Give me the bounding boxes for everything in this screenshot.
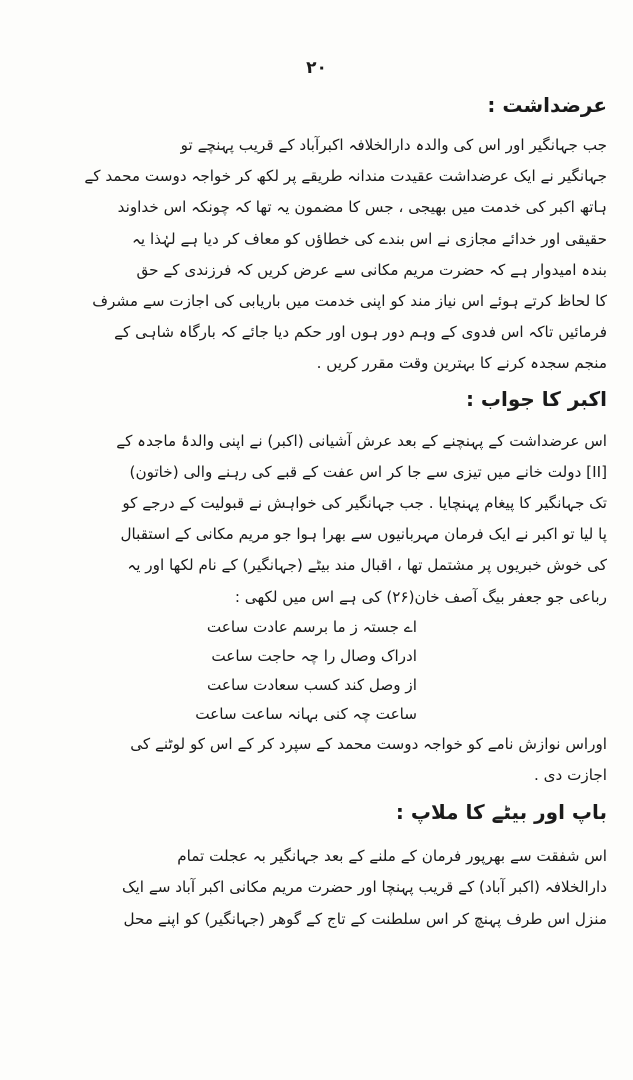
- paragraph-akbar-reply-end: [28, 729, 607, 791]
- text-line: اس شفقت سے بھرپور فرمان کے ملنے کے بعد جہانگیر بہ عجلت تمام: [177, 847, 607, 866]
- verse-line: از وصل کند کسب سعادت ساعت: [207, 675, 417, 694]
- text-line: تک جہانگیر کا پیغام پہنچایا . جب جہانگیر کی خواہش نے قبولیت کے درجے کو: [122, 494, 607, 513]
- text-line: پا لیا تو اکبر نے ایک فرمان مہربانیوں سے بھرا ہوا جو مریم مکانی کے استقبال: [120, 525, 607, 544]
- verse-line: ادراک وصال را چہ حاجت ساعت: [211, 646, 417, 665]
- verse-line: اے جستہ ز ما برسم عادت ساعت: [206, 617, 417, 636]
- text-line: حقیقی اور خدائے مجازی نے اس بندے کی خطاؤں کو معاف کر دیا ہے لہٰذا یہ: [132, 229, 607, 248]
- text-line: اجازت دی .: [533, 766, 607, 785]
- rubai-verses: [28, 613, 607, 729]
- text-line: بندہ امیدوار ہے کہ حضرت مریم مکانی سے عرض کریں کہ فرزندی کے حق: [136, 260, 607, 279]
- text-line: اوراس نوازش نامے کو خواجہ دوست محمد کے سپرد کر کے اس کو لوٹنے کی: [130, 734, 607, 753]
- paragraph-akbar-reply: [28, 426, 607, 613]
- verse-line: ساعت چہ کنی بہانہ ساعت ساعت: [195, 704, 417, 723]
- text-line: ہاتھ اکبر کی خدمت میں بھیجی ، جس کا مضمون یہ تھا کہ چونکہ اس خداوند: [117, 198, 607, 217]
- text-line: منجم سجدہ کرنے کا بہترین وقت مقرر کریں .: [316, 354, 607, 373]
- text-line: اس عرضداشت کے پہنچنے کے بعد عرش آشیانی (اکبر) نے اپنی والدۂ ماجدہ کے: [116, 431, 607, 450]
- page-content: [28, 84, 607, 935]
- text-line: دارالخلافہ (اکبر آباد) کے قریب پہنچا اور حضرت مریم مکانی اکبر آباد سے ایک: [121, 878, 607, 897]
- text-line: فرمائیں تاکہ اس فدوی کے وہم دور ہوں اور حکم دیا جائے کہ بارگاہ شاہی کے: [114, 323, 607, 342]
- text-line: منزل اس طرف پہنچ کر اس سلطنت کے تاج کے گوھر (جہانگیر) کو اپنے محل: [123, 909, 607, 928]
- text-line: [II] دولت خانے میں تیزی سے جا کر اس عفت کے قبے کی رہنے والی (خاتون): [129, 462, 607, 481]
- text-line: جہانگیر نے ایک عرضداشت عقیدت مندانہ طریقے پر لکھ کر خواجہ دوست محمد کے: [84, 167, 607, 186]
- text-line: کا لحاظ کرتے ہوئے اس نیاز مند کو اپنی خدمت میں باریابی کی اجازت سے مشرف: [92, 292, 607, 311]
- section-heading-father-son-meeting: باپ اور بیٹے کا ملاپ :: [395, 800, 607, 825]
- paragraph-father-son-meeting: [28, 841, 607, 935]
- text-line: رباعی جو جعفر بیگ آصف خان(۲۶) کی ہے اس میں لکھی :: [234, 587, 607, 606]
- text-line: کی خوش خبریوں پر مشتمل تھا ، اقبال مند بیٹے (جہانگیر) کے نام لکھا اور یہ: [127, 556, 607, 575]
- section-heading-akbar-reply: اکبر کا جواب :: [465, 386, 607, 411]
- text-line: جب جہانگیر اور اس کی والدہ دارالخلافہ اکبرآباد کے قریب پہنچے تو: [180, 136, 607, 154]
- paragraph-petition: [28, 130, 607, 380]
- section-heading-petition: عرضداشت :: [487, 93, 607, 117]
- page-number: ۲۰: [306, 58, 327, 78]
